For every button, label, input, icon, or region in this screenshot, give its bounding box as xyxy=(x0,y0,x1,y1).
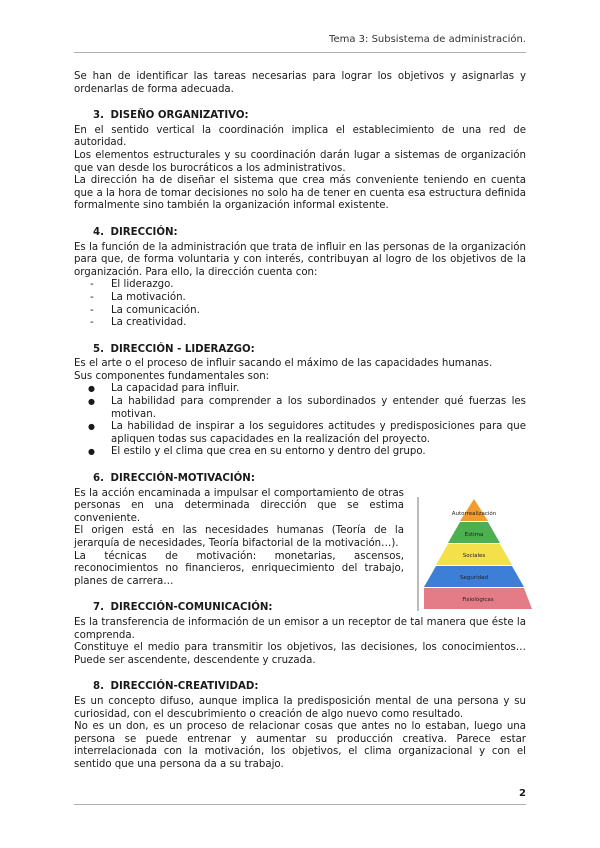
pyramid-label: Seguridad xyxy=(460,575,488,582)
paragraph: Sus componentes fundamentales son: xyxy=(74,370,270,382)
section-number: 7. xyxy=(93,602,104,614)
section-liderazgo xyxy=(74,344,526,459)
paragraph: Los elementos estructurales y su coordinación darán lugar a sistemas de organización que van desde los burocráticos a los administrativos. xyxy=(74,149,526,174)
intro-paragraph: Se han de identificar las tareas necesarias para lograr los objetivos y asignarlas y ordenarlas de forma adecuada. xyxy=(74,71,526,95)
pyramid-label: Sociales xyxy=(462,553,486,560)
paragraph: Es el arte o el proceso de influir sacando el máximo de las capacidades humanas. xyxy=(74,358,493,370)
paragraph: No es un don, es un proceso de relacionar cosas que antes no lo estaban, luego una persona se puede entrenar y aumentar su producción creativa. Parece estar interrelacionada con la motivación, los objetivos, el clima organizacional y con el sentido que una persona da a su trabajo. xyxy=(74,721,526,770)
section-heading xyxy=(93,473,526,486)
footer-rule xyxy=(74,804,526,805)
list-item: - El liderazgo. xyxy=(74,279,526,292)
paragraph: Es un concepto difuso, aunque implica la predisposición mental de una persona y su curiosidad, con el descubrimiento o creación de algo nuevo como resultado. xyxy=(74,695,526,720)
pyramid-label: Estima xyxy=(464,532,484,539)
section-number: 3. xyxy=(93,110,104,122)
list-item: ● El estilo y el clima que crea en su entorno y dentro del grupo. xyxy=(74,446,526,459)
motivacion-text xyxy=(74,488,404,589)
section-direccion xyxy=(74,227,526,330)
paragraph: Constituye el medio para transmitir los objetivos, las decisiones, los conocimientos… Puede ser ascendente, descendente y cruzada. xyxy=(74,642,526,666)
section-heading xyxy=(93,681,526,694)
paragraph: Es la función de la administración que trata de influir en las personas de la organización para que, de forma voluntaria y con interés, contribuyan al logro de los objetivos de la organización. Para ello, la dirección cuenta con: xyxy=(74,241,526,278)
section-number: 4. xyxy=(93,226,104,238)
section-title: DIRECCIÓN: xyxy=(110,226,178,238)
section-diseno-organizativo xyxy=(74,110,526,213)
section-title: DIRECCIÓN-CREATIVIDAD: xyxy=(110,681,259,693)
pyramid-label: Autorrealización xyxy=(451,511,497,518)
list-item: - La motivación. xyxy=(74,292,526,305)
dash-list xyxy=(74,279,526,329)
section-title: DIRECCIÓN - LIDERAZGO: xyxy=(110,343,255,355)
section-title: DIRECCIÓN-MOTIVACIÓN: xyxy=(110,473,255,485)
header-title: Tema 3: Subsistema de administración. xyxy=(329,34,526,45)
header-rule xyxy=(74,52,526,53)
paragraph: Es la acción encaminada a impulsar el comportamiento de otras personas en una determinada dirección que se estima conveniente. xyxy=(74,487,404,524)
list-item: - La creatividad. xyxy=(74,317,526,330)
section-creatividad xyxy=(74,681,526,771)
pyramid-level-autorrealizacion xyxy=(460,499,488,521)
page-header xyxy=(0,0,600,56)
paragraph: La dirección ha de diseñar el sistema que crea más conveniente teniendo en cuenta que a la hora de tomar decisiones no solo ha de tener en cuenta esa estructura definida formalmente sino también la organización informal existente. xyxy=(74,175,526,212)
page-content xyxy=(74,71,526,772)
section-number: 8. xyxy=(93,681,104,693)
section-title: DISEÑO ORGANIZATIVO: xyxy=(110,110,249,122)
page-number: 2 xyxy=(519,788,526,799)
section-heading xyxy=(93,344,526,357)
paragraph: En el sentido vertical la coordinación implica el establecimiento de una red de autoridad. xyxy=(74,124,526,149)
paragraph: Es la transferencia de información de un emisor a un receptor de tal manera que éste la comprenda. xyxy=(74,616,526,641)
paragraph: La técnicas de motivación: monetarias, ascensos, reconocimientos no financieros, enriquecimiento del trabajo, planes de carrera… xyxy=(74,550,404,587)
section-heading xyxy=(93,110,526,123)
list-item: ● La habilidad de inspirar a los seguidores actitudes y predisposiciones para que apliquen todas sus capacidades en la realización del proyecto. xyxy=(74,421,526,446)
list-item: - La comunicación. xyxy=(74,305,526,318)
maslow-pyramid xyxy=(414,495,534,615)
list-item: ● La capacidad para influir. xyxy=(74,383,526,396)
maslow-pyramid-graphic xyxy=(414,495,534,615)
section-title: DIRECCIÓN-COMUNICACIÓN: xyxy=(110,602,273,614)
bullet-list xyxy=(74,383,526,459)
paragraph: El origen está en las necesidades humanas (Teoría de la jerarquía de necesidades, Teoría bifactorial de la motivación…). xyxy=(74,525,404,549)
section-number: 6. xyxy=(93,473,104,485)
pyramid-label: Fisiológicas xyxy=(462,597,494,604)
list-item: ● La habilidad para comprender a los subordinados y entender qué fuerzas les motivan. xyxy=(74,396,526,421)
section-number: 5. xyxy=(93,343,104,355)
section-heading xyxy=(93,227,526,240)
section-motivacion xyxy=(74,473,526,604)
